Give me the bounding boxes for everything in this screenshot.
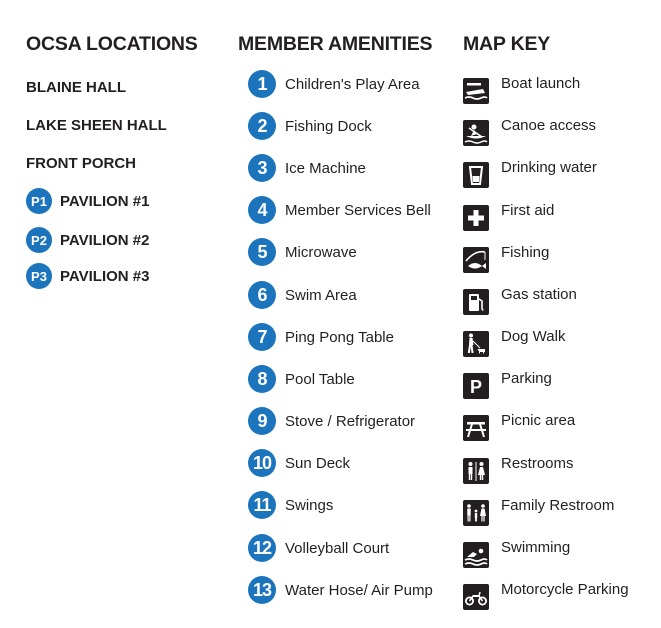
amenity-label: Microwave — [285, 243, 357, 261]
amenity-item — [248, 365, 355, 393]
map-key-label: Motorcycle Parking — [501, 581, 629, 598]
pavilion-label: PAVILION #2 — [60, 231, 150, 249]
amenity-number-badge: 11 — [248, 491, 276, 519]
map-key-item — [463, 160, 597, 188]
amenity-item — [248, 238, 357, 266]
first-aid-icon — [463, 205, 489, 231]
location-front-porch: FRONT PORCH — [26, 155, 136, 172]
dog-walk-icon — [463, 331, 489, 357]
amenities-heading: MEMBER AMENITIES — [238, 33, 433, 55]
map-key-label: Drinking water — [501, 159, 597, 176]
map-key-item — [463, 76, 580, 104]
amenity-label: Water Hose/ Air Pump — [285, 581, 433, 599]
map-key-label: Boat launch — [501, 75, 581, 92]
amenity-label: Sun Deck — [285, 454, 351, 472]
map-key-item — [463, 582, 629, 610]
pavilion-label: PAVILION #3 — [60, 267, 150, 285]
amenity-item — [248, 70, 420, 98]
amenity-label: Children's Play Area — [285, 75, 420, 93]
amenity-item — [248, 534, 389, 562]
amenity-number-badge: 13 — [248, 576, 276, 604]
amenity-label: Ping Pong Table — [285, 328, 394, 346]
amenity-number-badge: 4 — [248, 196, 276, 224]
amenity-label: Swim Area — [285, 286, 357, 304]
pavilion-badge: P3 — [26, 263, 52, 289]
map-key-item — [463, 413, 575, 441]
location-pavilion-1 — [26, 188, 149, 214]
amenity-number-badge: 6 — [248, 281, 276, 309]
map-key-item — [463, 456, 574, 484]
map-key-label: Restrooms — [501, 455, 574, 472]
restrooms-icon — [463, 458, 489, 484]
map-key-label: Family Restroom — [501, 497, 615, 514]
location-pavilion-2 — [26, 227, 149, 253]
amenity-item — [248, 323, 394, 351]
canoe-access-icon — [463, 120, 489, 146]
amenity-item — [248, 576, 433, 604]
boat-launch-icon — [463, 78, 489, 104]
swimming-icon — [463, 542, 489, 568]
svg-text:P: P — [469, 377, 483, 397]
pavilion-badge: P2 — [26, 227, 52, 253]
location-blaine-hall: BLAINE HALL — [26, 79, 126, 96]
map-key-item — [463, 287, 577, 315]
amenity-number-badge: 9 — [248, 407, 276, 435]
amenity-label: Ice Machine — [285, 159, 366, 177]
locations-heading: OCSA LOCATIONS — [26, 33, 198, 55]
drinking-water-icon — [463, 162, 489, 188]
amenity-number-badge: 8 — [248, 365, 276, 393]
amenity-number-badge: 2 — [248, 112, 276, 140]
amenity-number-badge: 1 — [248, 70, 276, 98]
map-key-item — [463, 245, 549, 273]
map-key-item — [463, 371, 552, 399]
map-key-heading: MAP KEY — [463, 33, 551, 55]
location-lake-sheen-hall: LAKE SHEEN HALL — [26, 117, 167, 134]
map-key-item — [463, 329, 565, 357]
amenity-item — [248, 407, 415, 435]
fishing-icon — [463, 247, 489, 273]
amenity-label: Fishing Dock — [285, 117, 372, 135]
map-key-label: Picnic area — [501, 412, 576, 429]
map-key-item — [463, 540, 570, 568]
map-key-label: Dog Walk — [501, 328, 566, 345]
map-key-label: Parking — [501, 370, 552, 387]
amenity-item — [248, 196, 431, 224]
pavilion-label: PAVILION #1 — [60, 192, 150, 210]
amenity-number-badge: 12 — [248, 534, 276, 562]
gas-station-icon — [463, 289, 489, 315]
amenity-label: Volleyball Court — [285, 539, 390, 557]
map-key-label: Swimming — [501, 539, 571, 556]
pavilion-badge: P1 — [26, 188, 52, 214]
amenity-item — [248, 449, 350, 477]
amenity-label: Pool Table — [285, 370, 355, 388]
amenity-number-badge: 3 — [248, 154, 276, 182]
amenity-label: Member Services Bell — [285, 201, 431, 219]
amenity-item — [248, 112, 372, 140]
amenity-number-badge: 5 — [248, 238, 276, 266]
map-key-item — [463, 498, 614, 526]
amenity-number-badge: 7 — [248, 323, 276, 351]
map-key-item — [463, 203, 554, 231]
map-key-item — [463, 118, 596, 146]
family-restroom-icon — [463, 500, 489, 526]
location-pavilion-3 — [26, 263, 149, 289]
map-key-label: Canoe access — [501, 117, 597, 134]
amenity-item — [248, 281, 357, 309]
map-key-label: First aid — [501, 202, 555, 219]
amenity-label: Swings — [285, 496, 334, 514]
motorcycle-parking-icon — [463, 584, 489, 610]
map-key-label: Gas station — [501, 286, 577, 303]
map-key-label: Fishing — [501, 244, 550, 261]
amenity-item — [248, 491, 333, 519]
amenity-label: Stove / Refrigerator — [285, 412, 416, 430]
amenity-number-badge: 10 — [248, 449, 276, 477]
amenity-item — [248, 154, 366, 182]
parking-icon — [463, 373, 489, 399]
picnic-area-icon — [463, 415, 489, 441]
